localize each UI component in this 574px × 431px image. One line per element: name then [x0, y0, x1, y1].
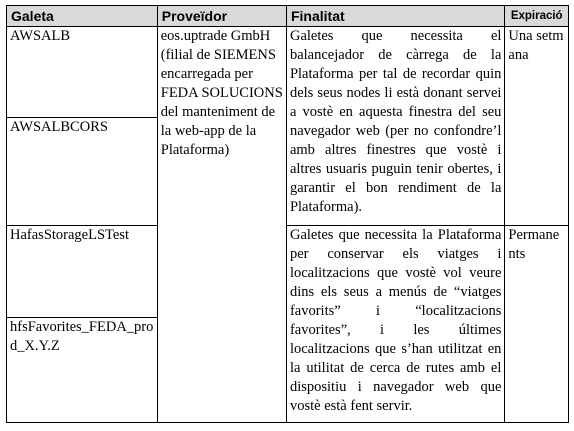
table-header-row	[7, 6, 569, 27]
table-row	[7, 226, 569, 318]
header-expiracio: Expiració	[505, 6, 569, 27]
purpose-cell: Galetes que necessita el balancejador de càrrega de la Plataforma per tal de recordar quin dels seus nodes li està donant servei a vostè en aquesta finestra del seu navegador web (per no confondre’l amb altres finestres que vostè i altres usuaris puguin tenir obertes, i garantir el bon rendiment de la Plataforma).	[286, 27, 504, 226]
header-proveidor: Proveïdor	[157, 6, 286, 27]
purpose-cell: Galetes que necessita la Plataforma per conservar els viatges i localitzacions que vostè vol veure dins els seus a menús de “viatges favorits” i “localitzacions favorites”, i les últimes localitzacions que s’han utilitzat en la utilitat de cerca de rutes amb el dispositiu i navegador web que vostè està fent servir.	[286, 226, 504, 423]
header-galeta: Galeta	[7, 6, 158, 27]
header-finalitat: Finalitat	[286, 6, 504, 27]
cookie-name-cell: AWSALB	[7, 27, 158, 118]
cookies-table	[6, 5, 569, 423]
cookie-name-cell: hfsFavorites_FEDA_prod_X.Y.Z	[7, 318, 158, 423]
cookie-name-cell: HafasStorageLSTest	[7, 226, 158, 318]
expiration-cell: Una setmana	[505, 27, 569, 226]
cookie-name-cell: AWSALBCORS	[7, 118, 158, 226]
table-row	[7, 27, 569, 118]
expiration-cell: Permanents	[505, 226, 569, 423]
provider-cell: eos.uptrade GmbH (filial de SIEMENS encarregada per FEDA SOLUCIONS del manteniment de la web-app de la Plataforma)	[157, 27, 286, 423]
